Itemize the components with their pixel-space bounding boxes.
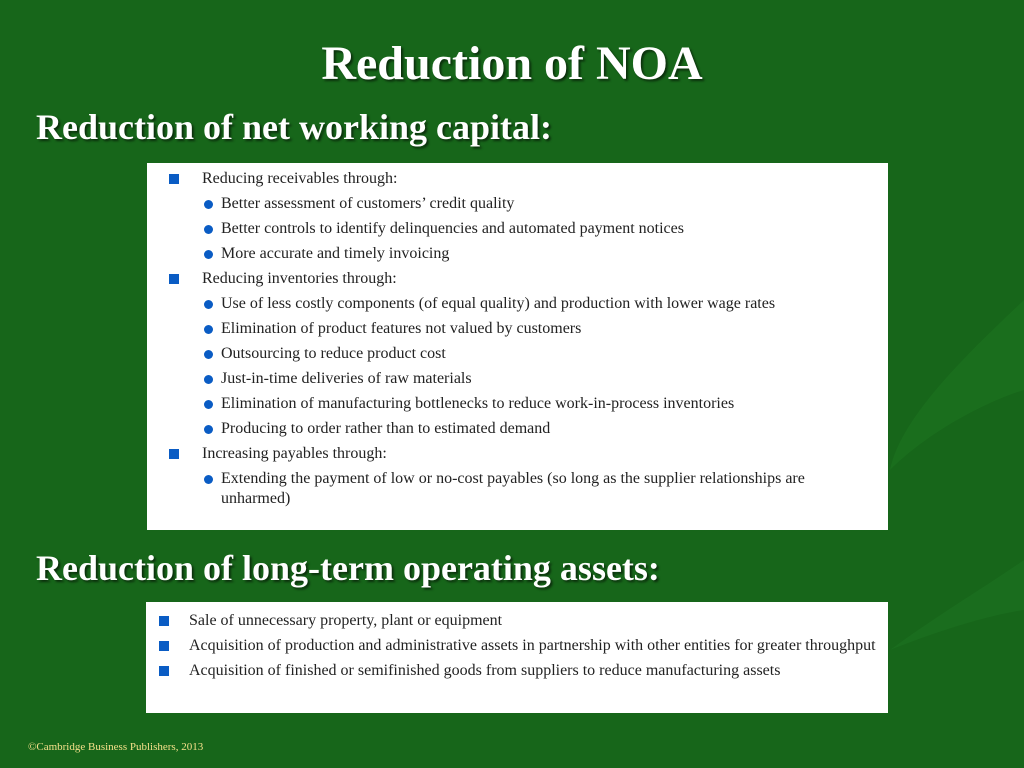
round-bullet-icon [204,325,213,334]
round-bullet-icon [204,200,213,209]
list-item-text: Sale of unnecessary property, plant or equipment [189,612,503,629]
list-item [204,244,872,264]
round-bullet-icon [204,225,213,234]
list-item [159,636,876,656]
group-heading-text: Reducing inventories through: [202,270,397,287]
list-item [204,369,872,389]
list-item-text: Acquisition of finished or semifinished goods from suppliers to reduce manufacturing assets [189,662,781,679]
square-bullet-icon [169,174,179,184]
list-item [204,194,872,214]
list-item-text: Just-in-time deliveries of raw materials [221,370,472,387]
square-bullet-icon [159,616,169,626]
list-item [204,294,872,314]
list-item-text: Elimination of manufacturing bottlenecks to reduce work-in-process inventories [221,395,735,412]
list-item [159,661,876,681]
group-receivables [169,169,872,264]
group-payables [169,444,872,509]
round-bullet-icon [204,425,213,434]
group-heading-text: Increasing payables through: [202,445,387,462]
list-item [204,419,872,439]
round-bullet-icon [204,400,213,409]
list-item-text: Extending the payment of low or no-cost payables (so long as the supplier relationships are unharmed) [221,470,805,507]
round-bullet-icon [204,475,213,484]
list-item-text: Better assessment of customers’ credit quality [221,195,515,212]
round-bullet-icon [204,250,213,259]
square-bullet-icon [169,274,179,284]
section-heading-long-term-assets: Reduction of long-term operating assets: [36,548,660,588]
list-item-text: Producing to order rather than to estimated demand [221,420,551,437]
list-item [204,394,872,414]
round-bullet-icon [204,300,213,309]
section-heading-net-working-capital: Reduction of net working capital: [36,107,552,147]
group-inventories [169,269,872,439]
list-item-text: Better controls to identify delinquencies and automated payment notices [221,220,684,237]
list-item-text: Acquisition of production and administrative assets in partnership with other entities for greater throughput [189,637,876,654]
round-bullet-icon [204,375,213,384]
net-working-capital-box [147,163,888,530]
list-item-text: Elimination of product features not valued by customers [221,320,582,337]
square-bullet-icon [159,666,169,676]
round-bullet-icon [204,350,213,359]
list-item [159,611,876,631]
list-item-text: More accurate and timely invoicing [221,245,450,262]
slide-title: Reduction of NOA [321,37,703,90]
list-item-text: Outsourcing to reduce product cost [221,345,446,362]
list-item [204,219,872,239]
group-heading-text: Reducing receivables through: [202,170,398,187]
list-item-text: Use of less costly components (of equal quality) and production with lower wage rates [221,295,776,312]
square-bullet-icon [159,641,169,651]
copyright-footer: ©Cambridge Business Publishers, 2013 [28,741,204,753]
group-heading [169,269,872,289]
square-bullet-icon [169,449,179,459]
list-item [204,319,872,339]
list-item [204,344,872,364]
long-term-assets-box [146,602,888,713]
list-item [204,469,872,509]
group-heading [169,444,872,464]
group-heading [169,169,872,189]
